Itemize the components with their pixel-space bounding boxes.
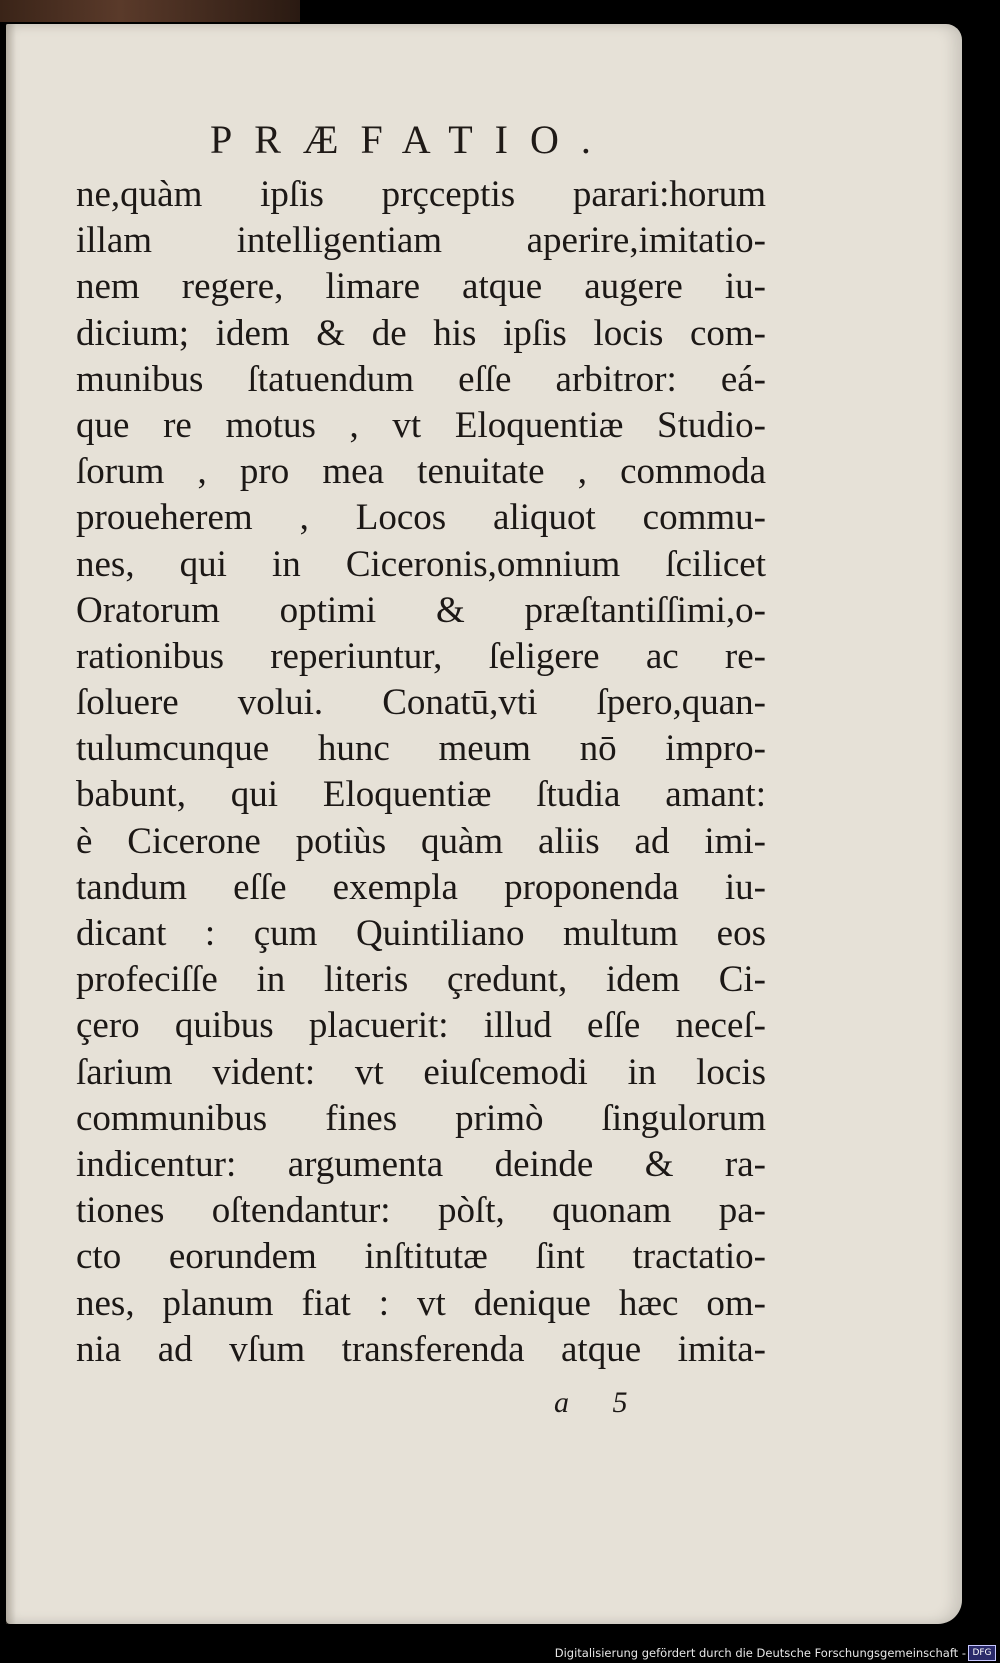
text-line: ſarium vident: vt eiuſcemodi in locis (76, 1051, 766, 1093)
text-line: è Cicerone potiùs quàm aliis ad imi- (76, 820, 766, 862)
running-head: PRÆFATIO. (210, 117, 613, 162)
text-line: Oratorum optimi & præſtantiſſimi,o- (76, 589, 766, 631)
footer-credit: Digitalisierung gefördert durch die Deutsche Forschungsgemeinschaft - (554, 1646, 966, 1660)
dfg-logo-icon: DFG (968, 1645, 996, 1661)
body-text (76, 172, 766, 1373)
text-line: nem regere, limare atque augere iu- (76, 266, 766, 308)
text-line: tulumcunque hunc meum nō impro- (76, 728, 766, 770)
text-line: que re motus , vt Eloquentiæ Studio- (76, 404, 766, 446)
text-line: dicant : çum Quintiliano multum eos (76, 913, 766, 954)
text-line: ſoluere volui. Conatū,vti ſpero,quan- (76, 682, 766, 724)
text-line: profeciſſe in literis çredunt, idem Ci- (76, 959, 766, 1001)
text-line: indicentur: argumenta deinde & ra- (76, 1143, 766, 1185)
book-edge (0, 0, 300, 22)
text-line: ſorum , pro mea tenuitate , commoda (76, 451, 766, 493)
text-line: rationibus reperiuntur, ſeligere ac re- (76, 635, 766, 677)
text-line: tandum eſſe exempla proponenda iu- (76, 866, 766, 908)
text-line: çero quibus placuerit: illud eſſe neceſ- (76, 1005, 766, 1047)
signature-mark: a 5 (554, 1386, 646, 1419)
text-line: nia ad vſum transferenda atque imita- (76, 1328, 766, 1370)
text-line: dicium; idem & de his ipſis locis com- (76, 312, 766, 354)
text-line: communibus fines primò ſingulorum (76, 1097, 766, 1139)
text-line: illam intelligentiam aperire,imitatio- (76, 220, 766, 262)
text-line: munibus ſtatuendum eſſe arbitror: eá- (76, 358, 766, 400)
text-line: nes, qui in Ciceronis,omnium ſcilicet (76, 543, 766, 585)
book-page (6, 24, 962, 1624)
text-line: tiones oſtendantur: pòſt, quonam pa- (76, 1190, 766, 1232)
text-line: ne,quàm ipſis prçceptis parari:horum (76, 174, 766, 215)
text-line: nes, planum fiat : vt denique hæc om- (76, 1282, 766, 1324)
text-line: cto eorundem inſtitutæ ſint tractatio- (76, 1236, 766, 1278)
text-line: proueherem , Locos aliquot commu- (76, 497, 766, 539)
text-line: babunt, qui Eloquentiæ ſtudia amant: (76, 774, 766, 816)
